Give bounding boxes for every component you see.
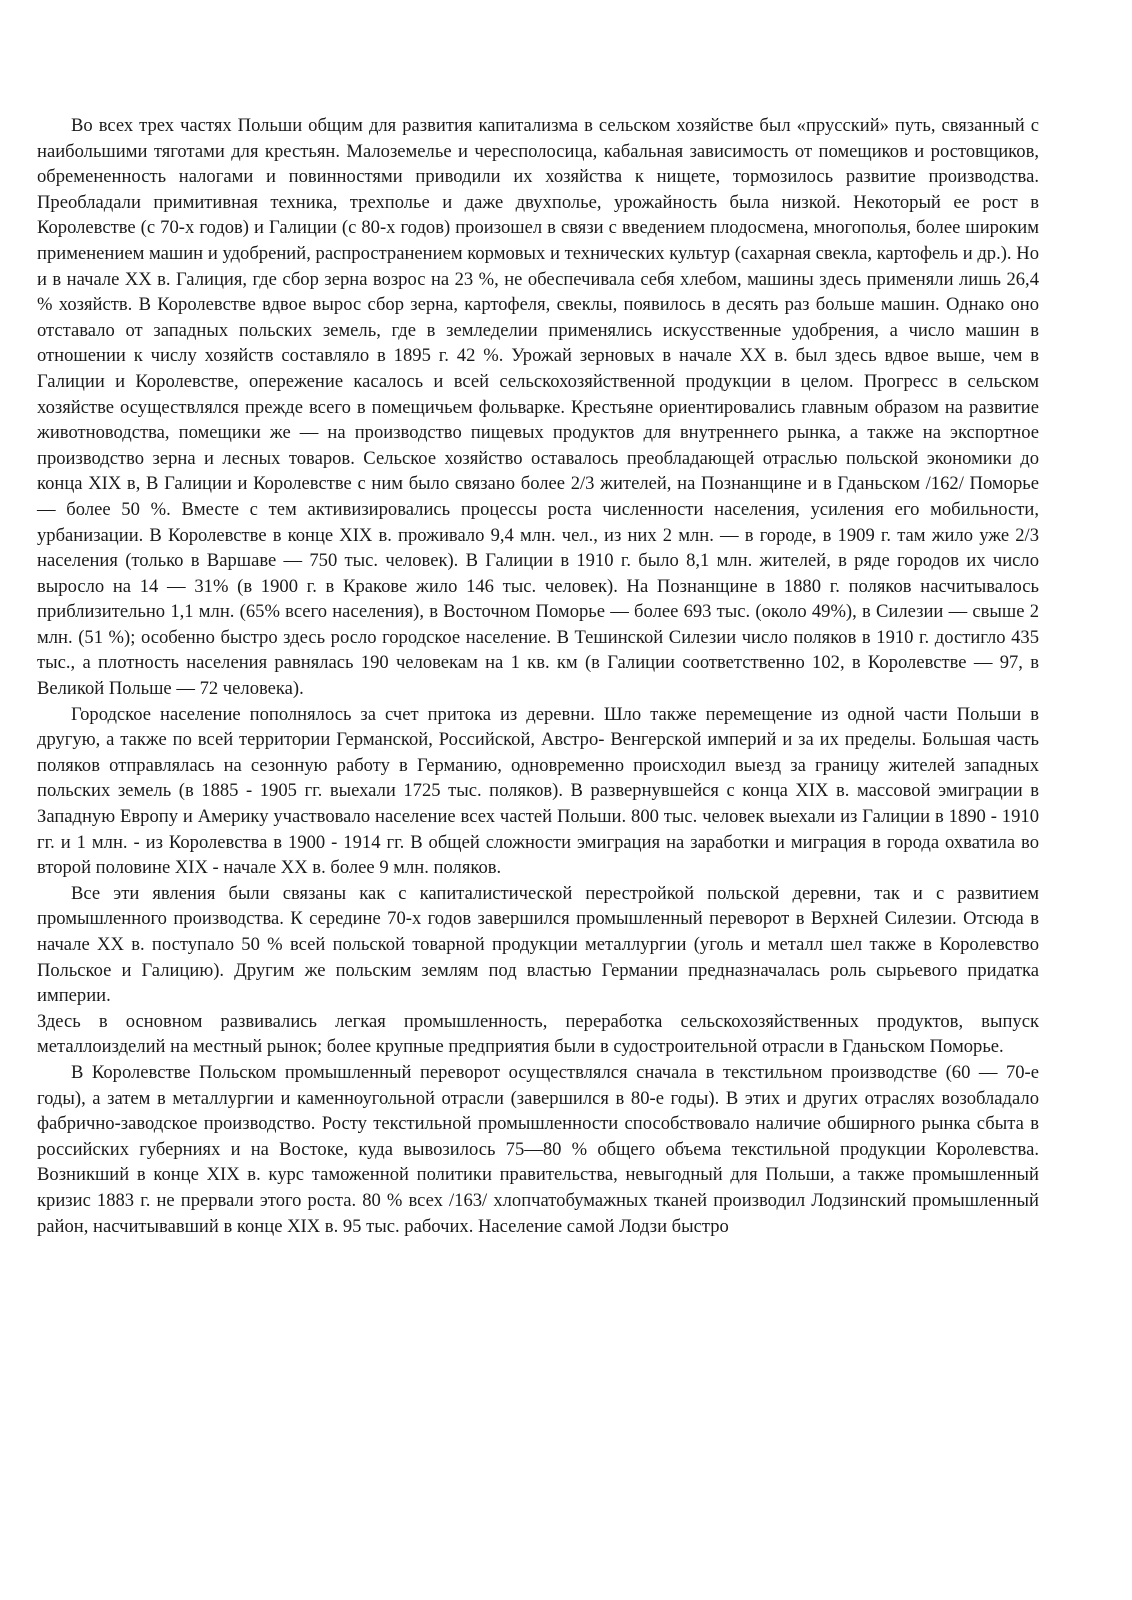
document-page	[37, 113, 1039, 1239]
paragraph-migration: Городское население пополнялось за счет притока из деревни. Шло также перемещение из одной части Польши в другую, а также по всей территории Германской, Российской, Австро- Венгерской империй и за их пределы. Большая часть поляков отправлялась на сезонную работу в Германию, одновременно происходил выезд за границу жителей западных польских земель (в 1885 - 1905 гг. выехали 1725 тыс. поляков). В развернувшейся с конца XIX в. массовой эмиграции в Западную Европу и Америку участвовало население всех частей Польши. 800 тыс. человек выехали из Галиции в 1890 - 1910 гг. и 1 млн. - из Королевства в 1900 - 1914 гг. В общей сложности эмиграция на заработки и миграция в города охватила во второй половине XIX - начале XX в. более 9 млн. поляков.	[37, 703, 1039, 879]
paragraph-light-industry: Здесь в основном развивались легкая промышленность, переработка сельскохозяйственных продуктов, выпуск металлоизделий на местный рынок; более крупные предприятия были в судостроительной отрасли в Гданьском Поморье.	[37, 1010, 1039, 1058]
paragraph-industry-silesia: Все эти явления были связаны как с капиталистической перестройкой польской деревни, так и с развитием промышленного производства. К середине 70-х годов завершился промышленный переворот в Верхней Силезии. Отсюда в начале XX в. поступало 50 % всей польской товарной продукции металлургии (уголь и металл шел также в Королевство Польское и Галицию). Другим же польским землям под властью Германии предназначалась роль сырьевого придатка империи.	[37, 882, 1039, 1007]
paragraph-kingdom-industry: В Королевстве Польском промышленный переворот осуществлялся сначала в текстильном производстве (60 — 70-е годы), а затем в металлургии и каменноугольной отрасли (завершился в 80-е годы). В этих и других отраслях возобладало фабрично-заводское производство. Росту текстильной промышленности способствовало наличие обширного рынка сбыта в российских губерниях и на Востоке, куда вывозилось 75—80 % общего объема текстильной продукции Королевства. Возникший в конце XIX в. курс таможенной политики правительства, невыгодный для Польши, а также промышленный кризис 1883 г. не прервали этого роста. 80 % всех /163/ хлопчатобумажных тканей производил Лодзинский промышленный район, насчитывавший в конце XIX в. 95 тыс. рабочих. Население самой Лодзи быстро	[37, 1061, 1039, 1237]
paragraph-agriculture: Во всех трех частях Польши общим для развития капитализма в сельском хозяйстве был «прусский» путь, связанный с наибольшими тяготами для крестьян. Малоземелье и чересполосица, кабальная зависимость от помещиков и ростовщиков, обремененность налогами и повинностями приводили их хозяйства к нищете, тормозилось развитие производства. Преобладали примитивная техника, трехполье и даже двухполье, урожайность была низкой. Некоторый ее рост в Королевстве (с 70-х годов) и Галиции (с 80-х годов) произошел в связи с введением плодосмена, многополья, более широким применением машин и удобрений, распространением кормовых и технических культур (сахарная свекла, картофель и др.). Но и в начале XX в. Галиция, где сбор зерна возрос на 23 %, не обеспечивала себя хлебом, машины здесь применяли лишь 26,4 % хозяйств. В Королевстве вдвое вырос сбор зерна, картофеля, свеклы, появилось в десять раз больше машин. Однако оно отставало от западных польских земель, где в земледелии применялись искусственные удобрения, а число машин в отношении к числу хозяйств составляло в 1895 г. 42 %. Урожай зерновых в начале XX в. был здесь вдвое выше, чем в Галиции и Королевстве, опережение касалось и всей сельскохозяйственной продукции в целом. Прогресс в сельском хозяйстве осуществлялся прежде всего в помещичьем фольварке. Крестьяне ориентировались главным образом на развитие животноводства, помещики же — на производство пищевых продуктов для внутреннего рынка, а также на экспортное производство зерна и лесных товаров. Сельское хозяйство оставалось преобладающей отраслью польской экономики до конца XIX в, В Галиции и Королевстве с ним было связано более 2/3 жителей, на Познанщине и в Гданьском /162/ Поморье — более 50 %. Вместе с тем активизировались процессы роста численности населения, усиления его мобильности, урбанизации. В Королевстве в конце XIX в. проживало 9,4 млн. чел., из них 2 млн. — в городе, в 1909 г. там жило уже 2/3 населения (только в Варшаве — 750 тыс. человек). В Галиции в 1910 г. было 8,1 млн. жителей, в ряде городов их число выросло на 14 — 31% (в 1900 г. в Кракове жило 146 тыс. человек). На Познанщине в 1880 г. поляков насчитывалось приблизительно 1,1 млн. (65% всего населения), в Восточном Поморье — более 693 тыс. (около 49%), в Силезии — свыше 2 млн. (51 %); особенно быстро здесь росло городское население. В Тешинской Силезии число поляков в 1910 г. достигло 435 тыс., а плотность населения равнялась 190 человекам на 1 кв. км (в Галиции соответственно 102, в Королевстве — 97, в Великой Польше — 72 человека).	[37, 115, 1039, 700]
